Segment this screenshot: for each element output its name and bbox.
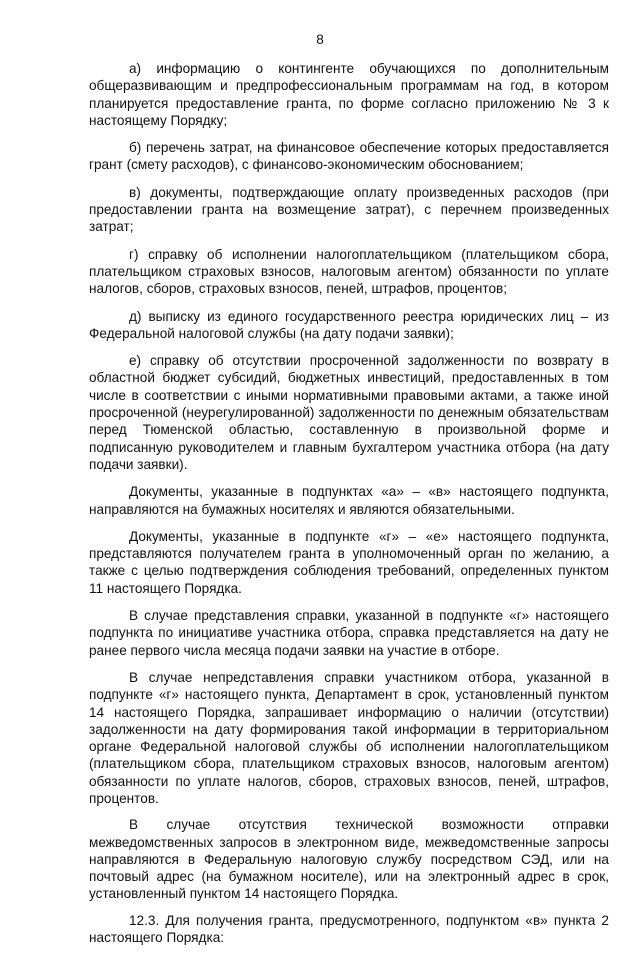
paragraph-certificate-submission: В случае представления справки, указанной в подпункте «г» настоящего подпункта по инициативе участника отбора, справка представляется на дату не ранее первого числа месяца подачи заявки на участие в отборе. (89, 608, 609, 658)
paragraph-d: д) выписку из единого государственного реестра юридических лиц – из Федеральной налоговой службы (на дату подачи заявки); (89, 308, 609, 341)
paragraph-mandatory-documents: Документы, указанные в подпунктах «а» – «в» настоящего подпункта, направляются на бумажных носителях и являются обязательными. (89, 484, 609, 517)
paragraph-interagency-requests: В случае отсутствия технической возможности отправки межведомственных запросов в электронном виде, межведомственные запросы направляются в Федеральную налоговую службу посредством СЭД, или на почтовый адрес (на бумажном носителе), или на электронный адрес в срок, установленный пунктом 14 настоящего Порядка. (89, 817, 609, 902)
paragraph-a: а) информацию о контингенте обучающихся по дополнительным общеразвивающим и предпрофессиональным программам на год, в котором планируется предоставление гранта, по форме согласно приложению № 3 к настоящему Порядку; (89, 61, 609, 128)
paragraph-12-3: 12.3. Для получения гранта, предусмотренного, подпунктом «в» пункта 2 настоящего Порядка: (89, 912, 609, 946)
paragraph-g: г) справку об исполнении налогоплательщиком (плательщиком сбора, плательщиком страховых взносов, налоговым агентом) обязанности по уплате налогов, сборов, страховых взносов, пеней, штрафов, процентов; (89, 246, 609, 297)
paragraph-optional-documents: Документы, указанные в подпункте «г» – «е» настоящего подпункта, представляются получателем гранта в уполномоченный орган по желанию, а также с целью подтверждения соблюдения требований, определенных пунктом 11 настоящего Порядка. (89, 528, 609, 596)
paragraph-v: в) документы, подтверждающие оплату произведенных расходов (при предоставлении гранта на возмещение затрат), с перечнем произведенных затрат; (89, 184, 609, 235)
paragraph-e: е) справку об отсутствии просроченной задолженности по возврату в областной бюджет субсидий, бюджетных инвестиций, предоставленных в том числе в соответствии с иными нормативными правовыми актами, а также иной просроченной (неурегулированной) задолженности по денежным обязательствам перед Тюменской областью, составленную в произвольной форме и подписанную руководителем и главным бухгалтером участника отбора (на дату подачи заявки). (89, 353, 609, 472)
paragraph-b: б) перечень затрат, на финансовое обеспечение которых предоставляется грант (смету расходов), с финансово-экономическим обоснованием; (89, 140, 609, 173)
document-body (89, 60, 609, 955)
paragraph-certificate-nonsubmission: В случае непредставления справки участником отбора, указанной в подпункте «г» настоящего пункта, Департамент в срок, установленный пунктом 14 настоящего Порядка, запрашивает информацию о наличии (отсутствии) задолженности на дату формирования такой информации в территориальном органе Федеральной налоговой службы об исполнении налогоплательщиком (плательщиком сбора, плательщиком страховых взносов, налоговым агентом) обязанности по уплате налогов, сборов, страховых взносов, пеней, штрафов, процентов. (89, 669, 609, 806)
page-number: 8 (316, 32, 324, 47)
